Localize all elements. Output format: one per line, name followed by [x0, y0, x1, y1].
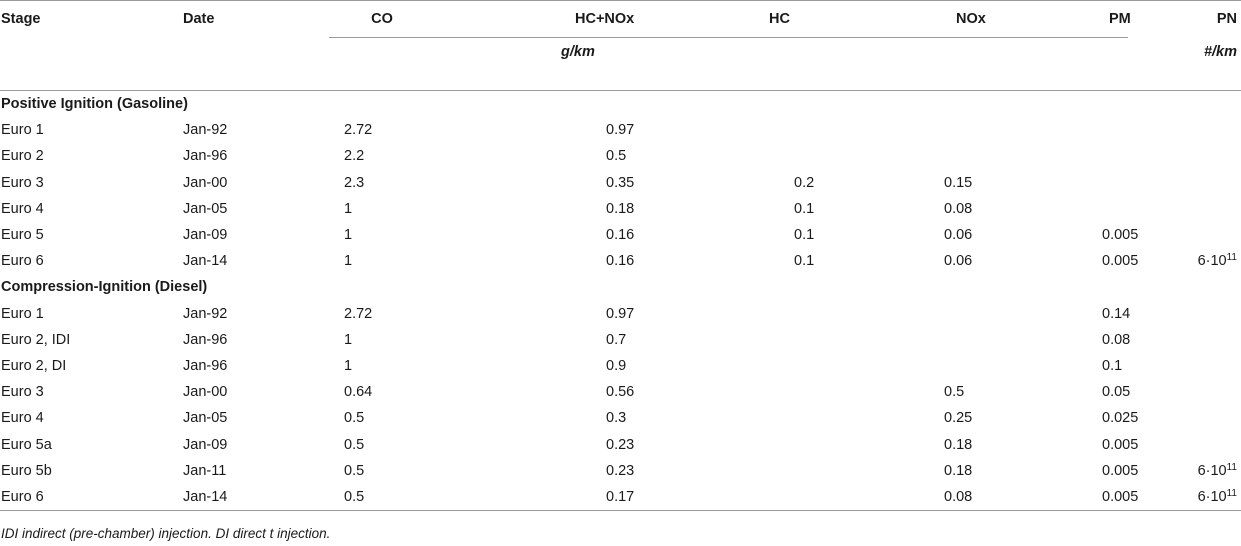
cell-pm: 0.005 — [1102, 462, 1139, 479]
cell-nox: 0.06 — [944, 253, 973, 270]
pn-value: 6·10 — [1197, 253, 1227, 270]
header-pm: PM — [986, 1, 1128, 38]
cell-hcnox: 0.16 — [606, 253, 635, 270]
cell-pn — [1128, 117, 1241, 143]
cell-co: 1 — [344, 200, 353, 217]
cell-co: 1 — [344, 227, 353, 244]
cell-nox: 0.06 — [944, 227, 973, 244]
cell-hcnox: 0.97 — [606, 305, 635, 322]
cell-co: 2.72 — [344, 305, 373, 322]
cell-date: Jan-11 — [183, 462, 227, 479]
cell-hcnox: 0.7 — [606, 331, 627, 348]
cell-hc: 0.1 — [794, 253, 815, 270]
cell-hc — [629, 432, 811, 458]
cell-hcnox: 0.3 — [606, 410, 627, 427]
cell-pm: 0.005 — [1102, 227, 1139, 244]
cell-date: Jan-14 — [183, 253, 228, 270]
cell-pm — [986, 170, 1128, 196]
cell-co: 2.72 — [344, 122, 373, 139]
cell-pm: 0.14 — [1102, 305, 1131, 322]
table-row — [0, 143, 1241, 169]
cell-hcnox: 0.23 — [606, 462, 635, 479]
pn-value: 6·10 — [1197, 462, 1227, 479]
cell-pn — [1128, 458, 1241, 484]
cell-nox — [811, 301, 986, 327]
cell-nox: 0.18 — [944, 462, 973, 479]
cell-pm: 0.005 — [1102, 253, 1139, 270]
cell-stage: Euro 2, DI — [1, 358, 67, 375]
pn-exponent: 11 — [1226, 252, 1237, 264]
cell-pn — [1128, 196, 1241, 222]
cell-stage: Euro 3 — [1, 384, 44, 401]
cell-pn — [1128, 405, 1241, 431]
cell-stage: Euro 1 — [1, 305, 44, 322]
cell-hc: 0.1 — [794, 200, 815, 217]
cell-pm: 0.1 — [1102, 358, 1123, 375]
cell-date: Jan-96 — [183, 331, 228, 348]
cell-hc: 0.2 — [794, 174, 815, 191]
cell-nox: 0.08 — [811, 484, 986, 511]
cell-stage: Euro 6 — [1, 253, 44, 270]
table-row — [0, 301, 1241, 327]
cell-nox — [811, 117, 986, 143]
cell-stage: Euro 3 — [1, 174, 44, 191]
cell-hcnox: 0.5 — [606, 148, 627, 165]
table-body — [0, 91, 1241, 511]
cell-nox: 0.15 — [944, 174, 973, 191]
cell-nox: 0.25 — [944, 410, 973, 427]
cell-stage: Euro 5 — [1, 227, 44, 244]
header-nox: NOx — [811, 1, 986, 38]
header-co: CO — [329, 1, 435, 38]
cell-date: Jan-14 — [183, 484, 329, 511]
cell-pn — [1128, 170, 1241, 196]
cell-hc — [629, 405, 811, 431]
cell-nox: 0.18 — [944, 436, 973, 453]
cell-hc — [629, 458, 811, 484]
table-row — [0, 484, 1241, 511]
cell-co: 2.3 — [344, 174, 365, 191]
cell-date: Jan-92 — [183, 122, 228, 139]
cell-nox: 0.5 — [944, 384, 965, 401]
cell-pm — [986, 117, 1128, 143]
header-row-labels — [0, 1, 1241, 38]
cell-co: 1 — [344, 253, 353, 270]
section-row — [0, 91, 1241, 118]
cell-hc: 0.1 — [794, 227, 815, 244]
cell-hc — [629, 117, 811, 143]
cell-pm: 0.005 — [986, 484, 1128, 511]
cell-stage: Euro 4 — [1, 200, 44, 217]
table-row — [0, 353, 1241, 379]
cell-date: Jan-09 — [183, 227, 228, 244]
cell-hc — [629, 143, 811, 169]
pn-exponent: 11 — [1226, 461, 1237, 473]
cell-pm — [986, 143, 1128, 169]
cell-pn — [1128, 327, 1241, 353]
cell-co: 0.64 — [344, 384, 373, 401]
header-date: Date — [183, 1, 329, 38]
unit-number-label: #/km — [1203, 43, 1237, 60]
cell-pm: 0.08 — [1102, 331, 1131, 348]
header-spacer-row — [0, 66, 1241, 91]
table-row — [0, 327, 1241, 353]
cell-hcnox: 0.97 — [606, 122, 635, 139]
cell-hc — [629, 301, 811, 327]
cell-stage: Euro 5a — [1, 436, 52, 453]
cell-date: Jan-05 — [183, 410, 228, 427]
table-row — [0, 222, 1241, 248]
cell-pn — [1128, 143, 1241, 169]
cell-hc — [629, 484, 811, 511]
table-row — [0, 170, 1241, 196]
pn-exponent: 11 — [1226, 488, 1237, 500]
cell-pn — [1128, 484, 1241, 511]
cell-pn — [1128, 353, 1241, 379]
cell-date: Jan-96 — [183, 148, 228, 165]
table-row — [0, 405, 1241, 431]
cell-date: Jan-96 — [183, 358, 228, 375]
section-title: Compression-Ignition (Diesel) — [1, 279, 208, 296]
header-hc-nox: HC+NOx — [435, 1, 629, 38]
cell-pm: 0.005 — [1102, 436, 1139, 453]
cell-pm — [986, 196, 1128, 222]
cell-hc — [629, 353, 811, 379]
cell-stage: Euro 2, IDI — [1, 331, 71, 348]
table-footnote: IDI indirect (pre-chamber) injection. DI direct t injection. — [1, 526, 331, 541]
cell-hcnox: 0.17 — [435, 484, 629, 511]
cell-nox — [811, 353, 986, 379]
cell-pm: 0.025 — [1102, 410, 1139, 427]
cell-date: Jan-09 — [183, 436, 228, 453]
cell-pn — [1128, 222, 1241, 248]
cell-pn — [1128, 379, 1241, 405]
cell-co: 1 — [344, 358, 353, 375]
header-hc: HC — [629, 1, 811, 38]
header-pn: PN — [1128, 1, 1241, 38]
cell-stage: Euro 1 — [1, 122, 44, 139]
cell-pn — [1128, 432, 1241, 458]
cell-nox — [811, 327, 986, 353]
cell-hcnox: 0.18 — [606, 200, 635, 217]
cell-stage: Euro 5b — [1, 462, 52, 479]
unit-mass-label: g/km — [561, 44, 595, 60]
cell-date: Jan-92 — [183, 305, 228, 322]
cell-hc — [629, 327, 811, 353]
section-title: Positive Ignition (Gasoline) — [1, 96, 188, 112]
table-row — [0, 117, 1241, 143]
cell-hcnox: 0.16 — [606, 227, 635, 244]
table-row — [0, 248, 1241, 274]
table-row — [0, 196, 1241, 222]
cell-date: Jan-00 — [183, 174, 228, 191]
table-header — [0, 1, 1241, 91]
cell-pm: 0.05 — [1102, 384, 1131, 401]
cell-hcnox: 0.56 — [606, 384, 635, 401]
cell-co: 1 — [344, 331, 353, 348]
cell-date: Jan-05 — [183, 200, 228, 217]
table-row — [0, 379, 1241, 405]
header-row-units — [0, 38, 1241, 67]
cell-hcnox: 0.23 — [606, 436, 635, 453]
cell-pn — [1128, 301, 1241, 327]
cell-co: 2.2 — [344, 148, 365, 165]
cell-co: 0.5 — [344, 462, 365, 479]
table-row — [0, 458, 1241, 484]
cell-stage: Euro 6 — [0, 484, 183, 511]
cell-hcnox: 0.35 — [606, 174, 635, 191]
cell-date: Jan-00 — [183, 384, 228, 401]
cell-nox — [811, 143, 986, 169]
cell-co: 0.5 — [344, 436, 365, 453]
cell-pn — [1128, 248, 1241, 274]
cell-stage: Euro 4 — [1, 410, 44, 427]
cell-co: 0.5 — [329, 484, 435, 511]
cell-co: 0.5 — [344, 410, 365, 427]
section-row — [0, 274, 1241, 300]
cell-stage: Euro 2 — [1, 148, 44, 165]
cell-hcnox: 0.9 — [606, 358, 627, 375]
pn-value: 6·10 — [1197, 489, 1227, 506]
header-stage: Stage — [0, 1, 183, 38]
cell-hc — [629, 379, 811, 405]
table-row — [0, 432, 1241, 458]
cell-nox: 0.08 — [944, 200, 973, 217]
